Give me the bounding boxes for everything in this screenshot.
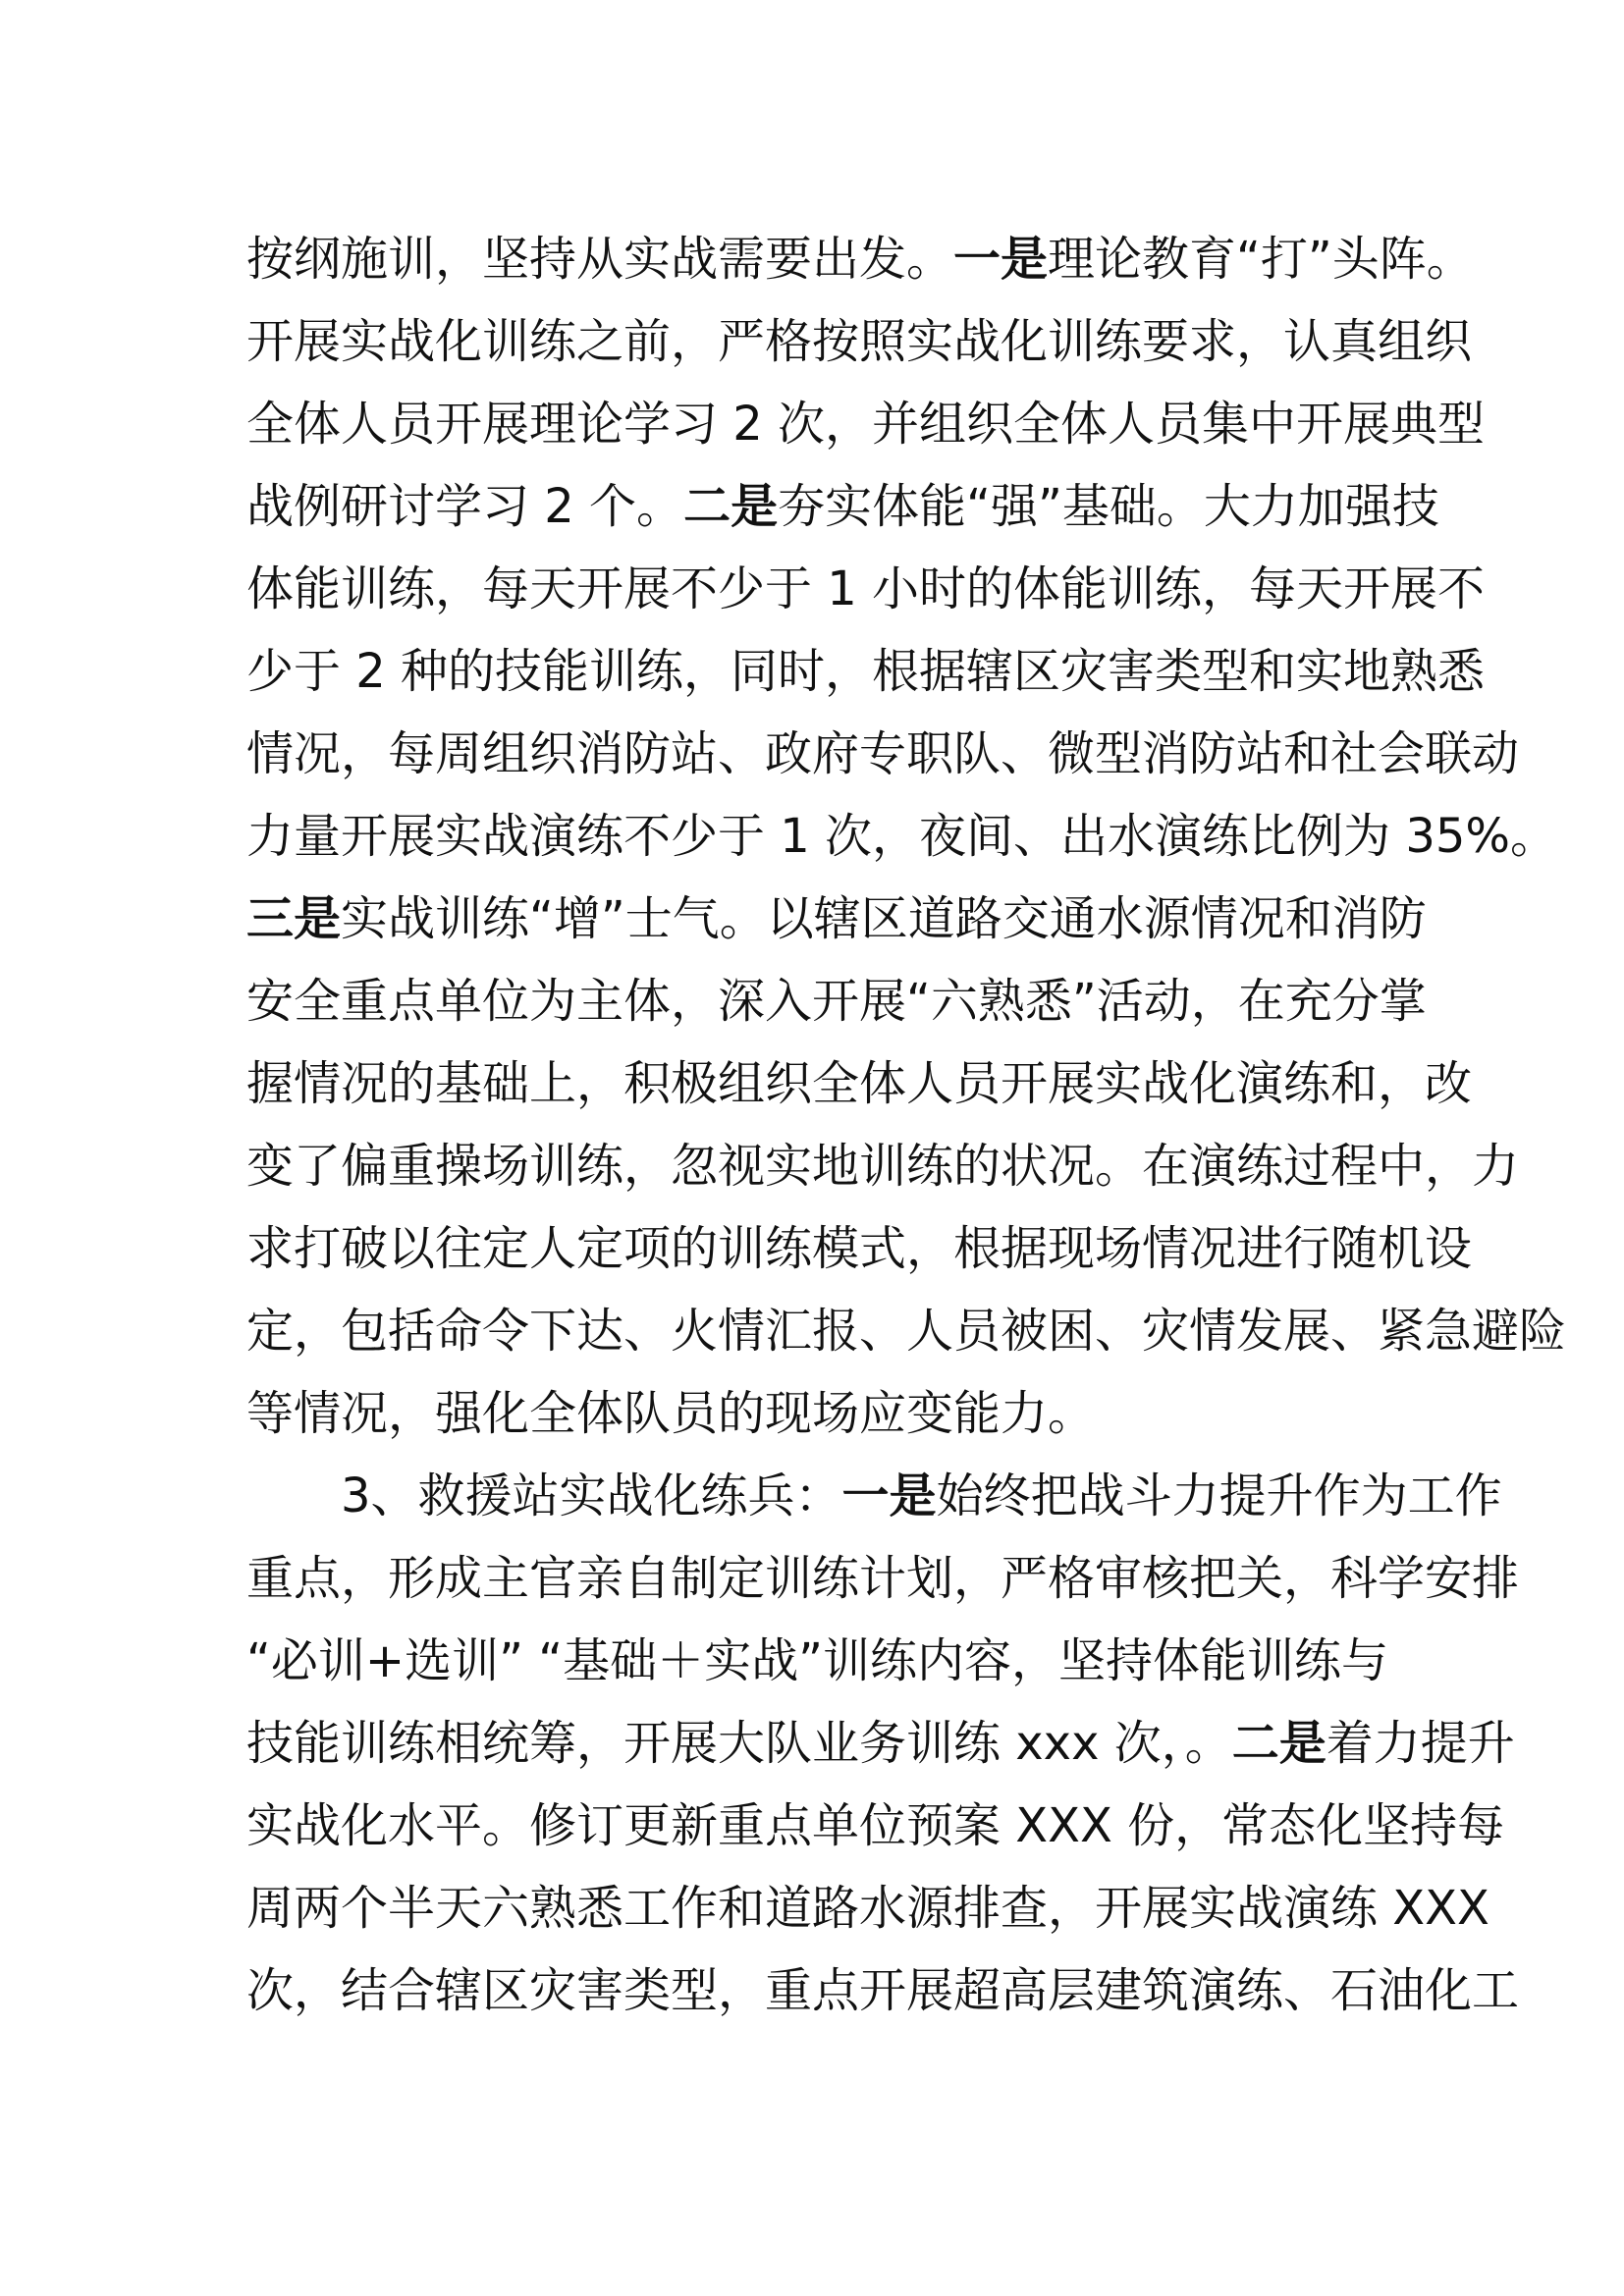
- text-line: [246, 1372, 1095, 1455]
- bold-enumerator: 一是: [841, 1468, 937, 1523]
- text-line: [246, 1290, 1567, 1372]
- text-line: [246, 878, 1427, 960]
- text-segment: 全体人员开展理论学习 2 次，并组织全体人员集中开展典型: [246, 397, 1486, 452]
- text-segment: 力量开展实战演练不少于 1 次，夜间、出水演练比例为 35%。: [246, 809, 1558, 864]
- text-line: [341, 1455, 1502, 1537]
- text-line: [246, 218, 1474, 300]
- bold-enumerator: 二是: [683, 479, 779, 534]
- bold-enumerator: 二是: [1231, 1716, 1326, 1771]
- text-segment: 变了偏重操场训练，忽视实地训练的状况。在演练过程中，力: [246, 1139, 1520, 1194]
- bold-enumerator: 一是: [953, 232, 1049, 287]
- text-line: [246, 465, 1439, 548]
- text-segment: 按纲施训，坚持从实战需要出发。: [246, 232, 954, 287]
- text-segment: 3、救援站实战化练兵：: [341, 1468, 842, 1523]
- text-line: [246, 1867, 1489, 1949]
- text-segment: 夯实体能“强”基础。大力加强技: [778, 479, 1439, 534]
- text-line: [246, 795, 1558, 878]
- text-segment: 着力提升: [1326, 1716, 1515, 1771]
- text-line: [246, 1949, 1520, 2032]
- text-line: [246, 713, 1520, 795]
- text-line: [246, 1042, 1473, 1125]
- text-line: [246, 1785, 1505, 1867]
- text-line: [246, 383, 1486, 465]
- text-segment: 体能训练，每天开展不少于 1 小时的体能训练，每天开展不: [246, 561, 1486, 616]
- text-segment: 次，结合辖区灾害类型，重点开展超高层建筑演练、石油化工: [246, 1963, 1520, 2018]
- text-line: [246, 548, 1486, 630]
- text-line: [246, 960, 1427, 1042]
- text-line: [246, 300, 1473, 383]
- text-segment: 求打破以往定人定项的训练模式，根据现场情况进行随机设: [246, 1221, 1473, 1276]
- text-segment: 定，包括命令下达、火情汇报、人员被困、灾情发展、紧急避险: [246, 1304, 1567, 1359]
- text-segment: “必训+选训” “基础＋实战”训练内容，坚持体能训练与: [246, 1633, 1388, 1688]
- text-segment: 安全重点单位为主体，深入开展“六熟悉”活动，在充分掌: [246, 974, 1427, 1029]
- text-line: [246, 1702, 1515, 1785]
- text-line: [246, 1125, 1520, 1207]
- bold-enumerator: 三是: [246, 891, 342, 946]
- text-segment: 少于 2 种的技能训练，同时，根据辖区灾害类型和实地熟悉: [246, 644, 1486, 699]
- text-segment: 等情况，强化全体队员的现场应变能力。: [246, 1386, 1096, 1441]
- text-segment: 开展实战化训练之前，严格按照实战化训练要求，认真组织: [246, 314, 1473, 369]
- text-segment: 技能训练相统筹，开展大队业务训练 xxx 次，。: [246, 1716, 1232, 1771]
- text-segment: 实战训练“增”士气。以辖区道路交通水源情况和消防: [341, 891, 1427, 946]
- text-segment: 战例研讨学习 2 个。: [246, 479, 684, 534]
- text-segment: 实战化水平。修订更新重点单位预案 XXX 份，常态化坚持每: [246, 1798, 1505, 1853]
- text-segment: 始终把战斗力提升作为工作: [936, 1468, 1502, 1523]
- text-segment: 周两个半天六熟悉工作和道路水源排查，开展实战演练 XXX: [246, 1881, 1489, 1936]
- text-line: [246, 1207, 1473, 1290]
- text-segment: 情况，每周组织消防站、政府专职队、微型消防站和社会联动: [246, 726, 1520, 781]
- text-segment: 重点，形成主官亲自制定训练计划，严格审核把关，科学安排: [246, 1551, 1520, 1606]
- text-segment: 理论教育“打”头阵。: [1048, 232, 1474, 287]
- text-line: [246, 1620, 1388, 1702]
- text-line: [246, 1537, 1520, 1620]
- text-line: [246, 630, 1486, 713]
- text-segment: 握情况的基础上，积极组织全体人员开展实战化演练和，改: [246, 1056, 1473, 1111]
